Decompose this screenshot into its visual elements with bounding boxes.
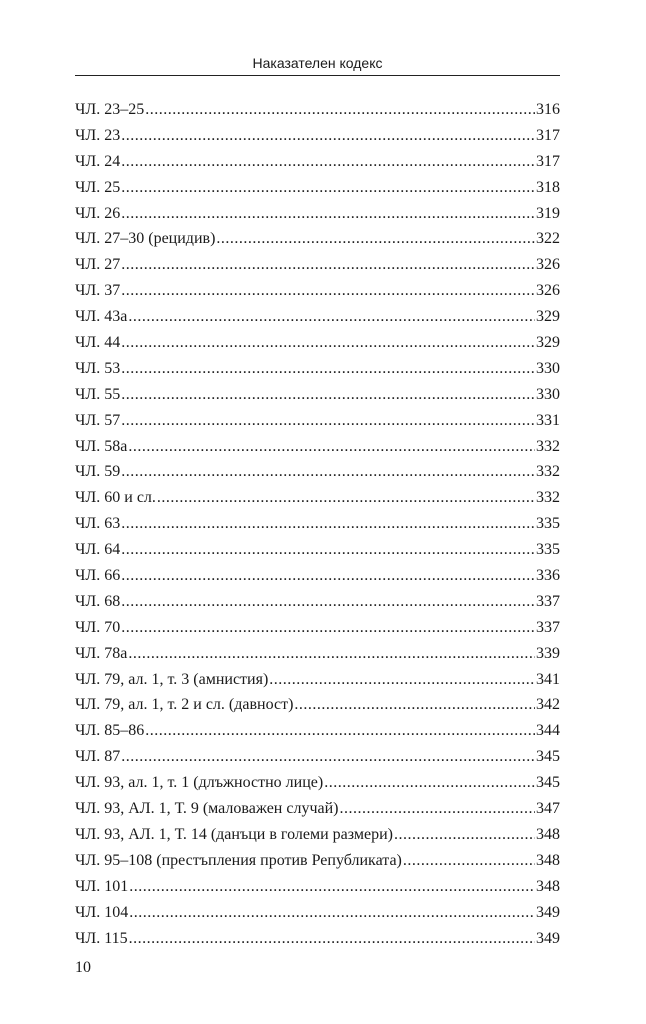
toc-entry: [75, 485, 560, 511]
toc-entry: [75, 408, 560, 434]
toc-entry: [75, 459, 560, 485]
toc-entry-label: ЧЛ. 23–25: [75, 101, 145, 118]
toc-entry: [75, 330, 560, 356]
toc-entry-page: 332: [536, 437, 560, 455]
toc-entry-page: 317: [536, 152, 560, 170]
dot-leader: [145, 97, 535, 123]
toc-entry-page: 337: [536, 618, 560, 636]
dot-leader: [339, 796, 535, 822]
toc-entry-label: ЧЛ. 79, ал. 1, т. 3 (амнистия): [75, 670, 269, 688]
toc-entry: [75, 692, 560, 718]
toc-entry-page: 331: [536, 411, 560, 429]
toc-entry-page: 326: [536, 282, 560, 300]
dot-leader: [121, 589, 535, 615]
toc-entry-page: 337: [536, 592, 560, 610]
toc-entry-page: 318: [536, 178, 560, 196]
toc-entry-page: 347: [536, 800, 560, 818]
toc-entry: [75, 97, 560, 123]
toc-entry-label: ЧЛ. 63: [75, 515, 121, 533]
toc-entry-page: 345: [536, 748, 560, 766]
dot-leader: [403, 848, 535, 874]
dot-leader: [121, 278, 535, 304]
toc-entry-page: 322: [536, 230, 560, 248]
toc-entry-label: ЧЛ. 44: [75, 334, 121, 352]
dot-leader: [129, 900, 535, 926]
toc-entry-label: ЧЛ. 64: [75, 541, 121, 559]
toc-entry-page: 316: [536, 101, 560, 118]
toc-entry-label: ЧЛ. 66: [75, 567, 121, 585]
toc-entry-label: ЧЛ. 85–86: [75, 722, 145, 740]
toc-entry: [75, 123, 560, 149]
toc-entry: [75, 149, 560, 175]
toc-entry-label: ЧЛ. 93, ал. 1, т. 1 (длъжностно лице): [75, 774, 324, 792]
toc-entry-label: ЧЛ. 87: [75, 748, 121, 766]
toc-entry: [75, 667, 560, 693]
dot-leader: [129, 926, 535, 952]
toc-entry-page: 345: [536, 774, 560, 792]
toc-entry-label: ЧЛ. 60 и сл.: [75, 489, 156, 507]
toc-entry: [75, 278, 560, 304]
dot-leader: [121, 511, 535, 537]
toc-entry-label: ЧЛ. 26: [75, 204, 121, 222]
toc-entry: [75, 874, 560, 900]
toc-entry-label: ЧЛ. 115: [75, 929, 128, 947]
toc-entry-label: ЧЛ. 79, ал. 1, т. 2 и сл. (давност): [75, 696, 294, 714]
toc-entry-label: ЧЛ. 55: [75, 385, 121, 403]
toc-entry-label: ЧЛ. 93, АЛ. 1, Т. 14 (данъци в големи размери): [75, 825, 393, 843]
toc-entry-label: ЧЛ. 95–108 (престъпления против Републиката): [75, 851, 402, 869]
toc-entry-label: ЧЛ. 59: [75, 463, 121, 481]
toc-entry-label: ЧЛ. 27: [75, 256, 121, 274]
toc-entry-page: 335: [536, 541, 560, 559]
toc-entry-label: ЧЛ. 68: [75, 592, 121, 610]
toc-entry-page: 349: [536, 903, 560, 921]
toc-entry: [75, 615, 560, 641]
dot-leader: [128, 434, 535, 460]
toc-entry-page: 332: [536, 463, 560, 481]
toc-entry: [75, 537, 560, 563]
toc-entry: [75, 511, 560, 537]
toc-entry-label: ЧЛ. 43а: [75, 308, 128, 326]
dot-leader: [216, 226, 535, 252]
dot-leader: [121, 149, 535, 175]
toc-entry-label: ЧЛ. 78а: [75, 644, 128, 662]
dot-leader: [121, 356, 535, 382]
toc-entry-page: 341: [536, 670, 560, 688]
dot-leader: [121, 123, 535, 149]
dot-leader: [129, 874, 535, 900]
dot-leader: [269, 667, 535, 693]
dot-leader: [128, 304, 535, 330]
toc-entry-page: 332: [536, 489, 560, 507]
toc-entry-page: 348: [536, 877, 560, 895]
toc-entry-label: ЧЛ. 25: [75, 178, 121, 196]
dot-leader: [121, 330, 535, 356]
toc-entry: [75, 563, 560, 589]
dot-leader: [121, 615, 535, 641]
dot-leader: [121, 175, 535, 201]
toc-entry: [75, 175, 560, 201]
dot-leader: [394, 822, 535, 848]
toc-entry-label: ЧЛ. 24: [75, 152, 121, 170]
page-number: 10: [75, 959, 91, 976]
toc-entry: [75, 434, 560, 460]
dot-leader: [157, 485, 535, 511]
toc-entry: [75, 356, 560, 382]
dot-leader: [324, 770, 535, 796]
toc-entry: [75, 226, 560, 252]
dot-leader: [145, 718, 535, 744]
toc-entry: [75, 641, 560, 667]
toc-entry-page: 330: [536, 385, 560, 403]
toc-entry-label: ЧЛ. 58а: [75, 437, 128, 455]
dot-leader: [121, 408, 535, 434]
toc-entry-page: 330: [536, 359, 560, 377]
dot-leader: [294, 692, 535, 718]
toc-entry: [75, 900, 560, 926]
dot-leader: [121, 459, 535, 485]
toc-entry-label: ЧЛ. 37: [75, 282, 121, 300]
toc-entry: [75, 718, 560, 744]
toc-entry-page: 329: [536, 308, 560, 326]
dot-leader: [121, 744, 535, 770]
toc-entry-label: ЧЛ. 53: [75, 359, 121, 377]
running-title: Наказателен кодекс: [252, 55, 383, 71]
toc-entry-page: 336: [536, 567, 560, 585]
toc-entry-label: ЧЛ. 93, АЛ. 1, Т. 9 (маловажен случай): [75, 800, 339, 818]
toc-entry-page: 342: [536, 696, 560, 714]
toc-entry: [75, 744, 560, 770]
table-of-contents: [75, 97, 560, 951]
toc-entry-page: 344: [536, 722, 560, 740]
dot-leader: [121, 563, 535, 589]
toc-entry-page: 326: [536, 256, 560, 274]
dot-leader: [121, 252, 535, 278]
toc-entry-page: 317: [536, 126, 560, 144]
toc-entry: [75, 796, 560, 822]
toc-entry-label: ЧЛ. 101: [75, 877, 129, 895]
toc-entry-page: 348: [536, 825, 560, 843]
toc-entry: [75, 382, 560, 408]
toc-entry: [75, 589, 560, 615]
toc-entry: [75, 304, 560, 330]
toc-entry: [75, 770, 560, 796]
toc-entry-label: ЧЛ. 27–30 (рецидив): [75, 230, 216, 248]
toc-entry: [75, 822, 560, 848]
dot-leader: [128, 641, 535, 667]
toc-entry-page: 339: [536, 644, 560, 662]
toc-entry: [75, 926, 560, 952]
toc-entry-page: 349: [536, 929, 560, 947]
toc-entry-label: ЧЛ. 104: [75, 903, 129, 921]
dot-leader: [121, 537, 535, 563]
toc-entry-page: 348: [536, 851, 560, 869]
toc-entry: [75, 252, 560, 278]
toc-entry-label: ЧЛ. 23: [75, 126, 121, 144]
toc-entry: [75, 201, 560, 227]
toc-entry: [75, 848, 560, 874]
toc-entry-label: ЧЛ. 57: [75, 411, 121, 429]
toc-entry-page: 329: [536, 334, 560, 352]
running-header: [75, 52, 560, 76]
toc-entry-page: 319: [536, 204, 560, 222]
dot-leader: [121, 201, 535, 227]
dot-leader: [121, 382, 535, 408]
toc-entry-label: ЧЛ. 70: [75, 618, 121, 636]
toc-entry-page: 335: [536, 515, 560, 533]
